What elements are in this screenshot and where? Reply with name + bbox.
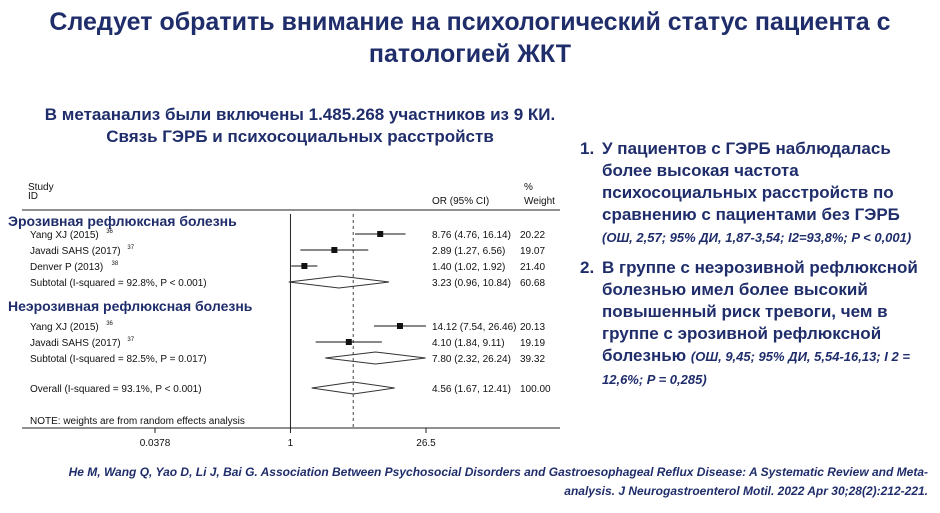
study-label: Javadi SAHS (2017) <box>30 246 121 257</box>
or-value: 2.89 (1.27, 6.56) <box>432 246 506 257</box>
subgroup-heading: Неэрозивная рефлюксная болезнь <box>8 298 253 314</box>
or-value: 1.40 (1.02, 1.92) <box>432 262 506 273</box>
slide-subtitle: В метаанализ были включены 1.485.268 участников из 9 КИ. Связь ГЭРБ и психосоциальных расстройств <box>44 105 556 146</box>
weight-value: 19.07 <box>520 246 546 257</box>
or-value: 14.12 (7.54, 26.46) <box>432 322 517 333</box>
note-text: NOTE: weights are from random effects analysis <box>30 416 245 427</box>
study-label: Denver P (2013) <box>30 262 104 273</box>
point-estimate <box>301 263 307 269</box>
finding-2-stat: (ОШ, 9,45; 95% ДИ, 5,54-16,13; I 2 = 12,6%; P = 0,285) <box>602 349 910 387</box>
overall-label: Overall (I-squared = 93.1%, P < 0.001) <box>30 384 202 395</box>
point-estimate <box>377 231 383 237</box>
or-value: 4.10 (1.84, 9.11) <box>432 338 505 349</box>
subgroup-heading: Эрозивная рефлюксная болезнь <box>8 213 237 229</box>
study-ref: 36 <box>106 321 113 327</box>
weight-value: 19.19 <box>520 338 546 349</box>
finding-2-number: 2. <box>580 258 595 277</box>
header-study: Study <box>28 182 54 193</box>
point-estimate <box>397 323 403 329</box>
findings-list <box>572 138 932 399</box>
weight-value: 20.22 <box>520 230 546 241</box>
subtotal-diamond <box>325 352 425 364</box>
finding-2-text: В группе с неэрозивной рефлюксной болезнью имел более высокий повышенный риск тревоги, чем в группе с эрозивной рефлюксной болезнью <box>602 258 918 365</box>
finding-1-stat: (ОШ, 2,57; 95% ДИ, 1,87-3,54; I2=93,8%; P < 0,001) <box>602 230 912 245</box>
point-estimate <box>346 339 352 345</box>
overall-or-value: 4.56 (1.67, 12.41) <box>432 384 511 395</box>
subtotal-weight-value: 60.68 <box>520 278 546 289</box>
forest-plot <box>0 170 575 460</box>
header-or: OR (95% CI) <box>432 196 490 207</box>
point-estimate <box>331 247 337 253</box>
weight-value: 20.13 <box>520 322 546 333</box>
subtotal-weight-value: 39.32 <box>520 354 546 365</box>
x-tick-label: 1 <box>287 438 294 449</box>
subtotal-label: Subtotal (I-squared = 92.8%, P < 0.001) <box>30 278 207 289</box>
x-tick-label: 26.5 <box>416 438 436 449</box>
subtotal-or-value: 3.23 (0.96, 10.84) <box>432 278 511 289</box>
overall-weight-value: 100.00 <box>520 384 551 395</box>
finding-1 <box>572 138 932 249</box>
finding-2 <box>572 257 932 391</box>
header-study-id: ID <box>28 191 38 202</box>
subtotal-diamond <box>289 276 389 288</box>
header-weight: Weight <box>524 196 555 207</box>
header-weight-pct: % <box>524 182 533 193</box>
subtotal-or-value: 7.80 (2.32, 26.24) <box>432 354 511 365</box>
study-ref: 37 <box>127 245 135 251</box>
finding-1-number: 1. <box>580 139 595 158</box>
citation: He M, Wang Q, Yao D, Li J, Bai G. Association Between Psychosocial Disorders and Gastroesophageal Reflux Disease: A Systematic Review and Meta-analysis. J Neurogastroenterol Motil. 2022 Apr 30;28(2):212-221. <box>68 465 928 498</box>
study-label: Yang XJ (2015) <box>30 230 99 241</box>
x-tick-label: 0.0378 <box>139 438 171 449</box>
finding-1-text: У пациентов с ГЭРБ наблюдалась более высокая частота психосоциальных расстройств по сравнению с пациентами без ГЭРБ <box>602 139 900 224</box>
study-label: Javadi SAHS (2017) <box>30 338 121 349</box>
slide-title: Следует обратить внимание на психологический статус пациента с патологией ЖКТ <box>49 8 891 68</box>
study-ref: 36 <box>106 229 113 235</box>
study-label: Yang XJ (2015) <box>30 322 99 333</box>
study-ref: 37 <box>127 337 135 343</box>
weight-value: 21.40 <box>520 262 546 273</box>
study-ref: 38 <box>111 261 119 267</box>
or-value: 8.76 (4.76, 16.14) <box>432 230 511 241</box>
subtotal-label: Subtotal (I-squared = 82.5%, P = 0.017) <box>30 354 207 365</box>
